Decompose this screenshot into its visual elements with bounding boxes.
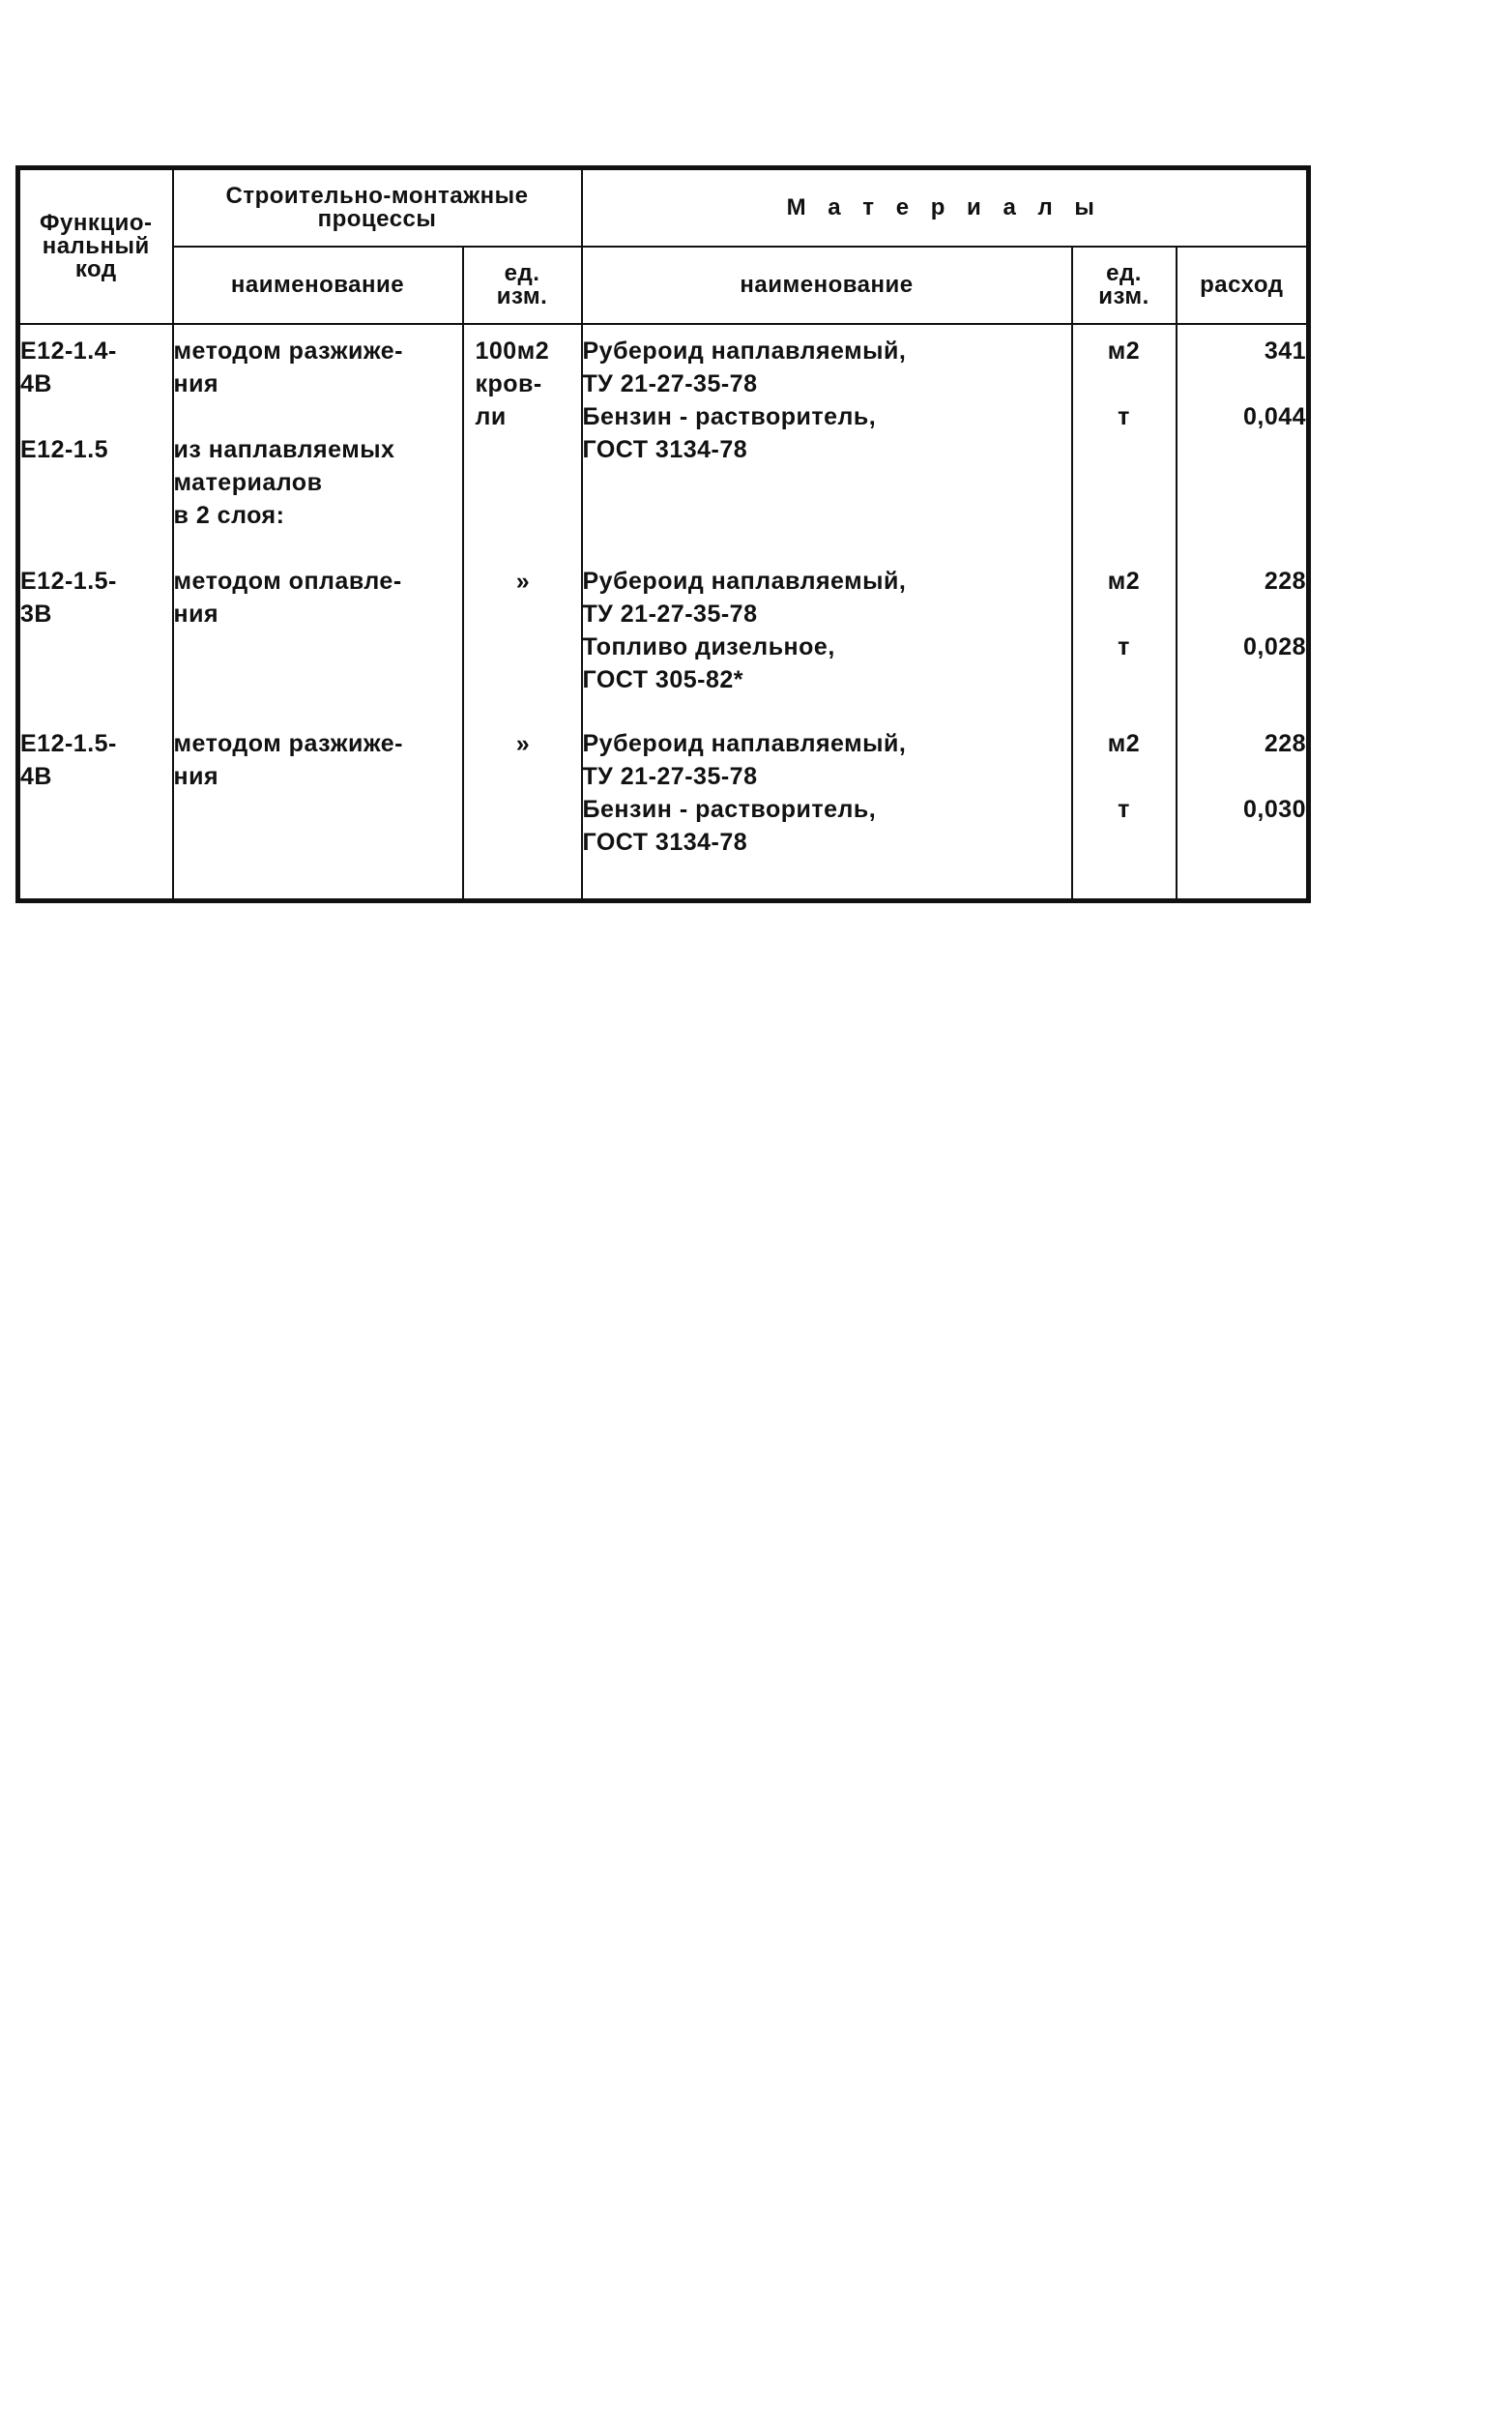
process-unit-ditto: » [515,730,531,757]
process-name: методом разжиже- [173,730,403,757]
consumption-value: 0,028 [1242,633,1307,660]
process-name: в 2 слоя: [173,502,285,529]
table-body-row [18,324,1309,901]
header-row-bottom [18,247,1309,324]
header-code [18,168,173,325]
header-consumption: расход [1177,247,1309,324]
code-column [18,324,173,901]
process-unit: 100м2 [475,337,550,365]
material-name: ТУ 21-27-35-78 [582,370,758,397]
consumption-value: 0,044 [1242,403,1307,430]
material-name: Рубероид наплавляемый, [582,730,907,757]
row-code: Е12-1.4- [20,337,117,365]
material-unit: м2 [1107,568,1141,595]
material-name: ТУ 21-27-35-78 [582,763,758,790]
process-name: ния [173,370,219,397]
material-name: Рубероид наплавляемый, [582,568,907,595]
consumption-value: 341 [1264,337,1307,365]
header-code-line: Функцио- [40,210,153,236]
material-name: Бензин - растворитель, [582,796,877,823]
process-unit-column [463,324,582,901]
header-material-unit-line: ед. [1106,260,1142,286]
materials-table [15,165,1311,903]
header-material-name: наименование [582,247,1072,324]
material-name-column [582,324,1072,901]
process-column [173,324,463,901]
consumption-column [1177,324,1309,901]
consumption-value: 0,030 [1242,796,1307,823]
process-unit: кров- [475,370,542,397]
process-unit-ditto: » [515,568,531,595]
header-process-unit-line: изм. [496,283,548,309]
material-name: Рубероид наплавляемый, [582,337,907,365]
process-unit: ли [475,403,507,430]
process-name: методом оплавле- [173,568,402,595]
material-unit: м2 [1107,337,1141,365]
material-name: Топливо дизельное, [582,633,835,660]
header-code-line: код [74,256,117,282]
header-processes-line: процессы [317,206,437,232]
material-unit: т [1118,403,1130,430]
row-code: 4В [20,370,52,397]
consumption-value: 228 [1264,568,1307,595]
header-processes [173,168,582,248]
process-name: материалов [173,469,323,496]
process-name: ния [173,763,219,790]
header-process-unit [463,247,582,324]
material-name: ТУ 21-27-35-78 [582,601,758,628]
row-code: 4В [20,763,52,790]
header-processes-line: Строительно-монтажные [225,183,529,209]
material-unit: м2 [1107,730,1141,757]
header-code-line: нальный [42,233,150,259]
material-name: ГОСТ 305-82* [582,666,744,693]
process-name: из наплавляемых [173,436,395,463]
material-unit: т [1118,796,1130,823]
header-process-unit-line: ед. [504,260,540,286]
row-code: Е12-1.5- [20,568,117,595]
material-name: Бензин - растворитель, [582,403,877,430]
row-code: Е12-1.5 [20,436,109,463]
process-name: методом разжиже- [173,337,403,365]
header-process-name: наименование [173,247,463,324]
header-material-unit-line: изм. [1098,283,1149,309]
header-materials: М а т е р и а л ы [582,168,1309,248]
material-name: ГОСТ 3134-78 [582,436,748,463]
material-name: ГОСТ 3134-78 [582,829,748,856]
header-row-top [18,168,1309,248]
header-material-unit [1072,247,1177,324]
material-unit-column [1072,324,1177,901]
consumption-value: 228 [1264,730,1307,757]
material-unit: т [1118,633,1130,660]
process-name: ния [173,601,219,628]
row-code: 3В [20,601,52,628]
row-code: Е12-1.5- [20,730,117,757]
